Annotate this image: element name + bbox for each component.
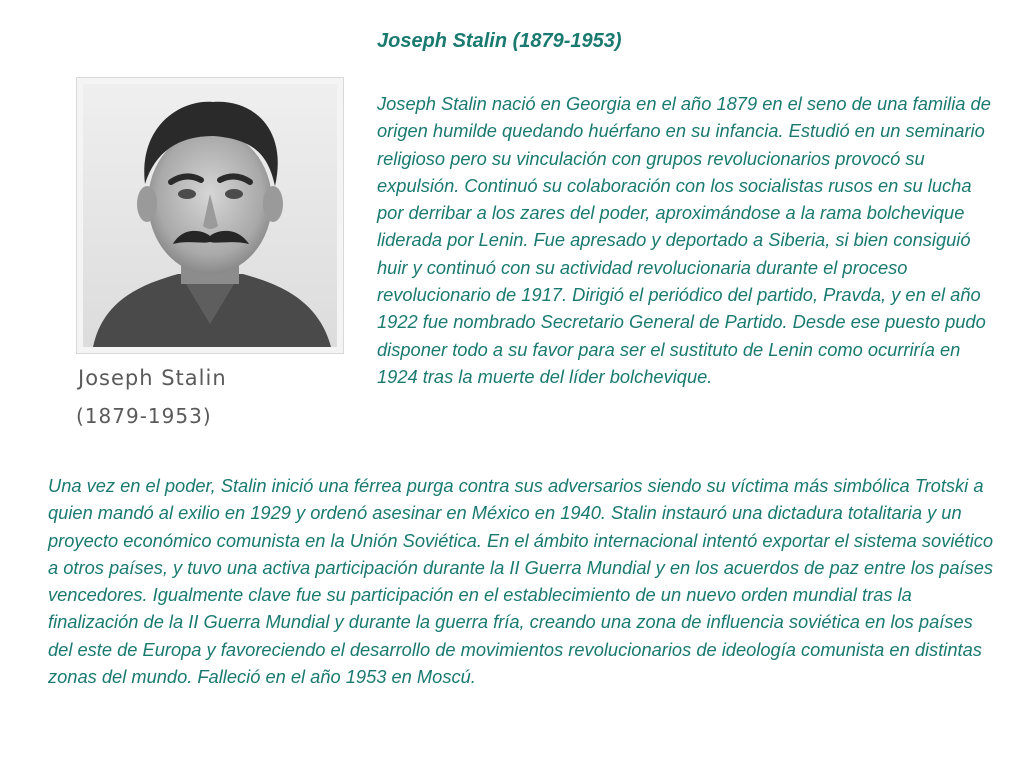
page-title: Joseph Stalin (1879-1953): [377, 30, 622, 52]
portrait-image: [83, 84, 337, 347]
biography-paragraph-2: Una vez en el poder, Stalin inició una férrea purga contra sus adversarios siendo su víctima más simbólica Trotski a quien mandó al exilio en 1929 y ordenó asesinar en México en 1940. Stalin instauró una dictadura totalitaria y un proyecto económico comunista en la Unión Soviética. En el ámbito internacional intentó exportar el sistema soviético a otros países, y tuvo una activa participación durante la II Guerra Mundial y en los acuerdos de paz entre los países vencedores. Igualmente clave fue su participación en el establecimiento de un nuevo orden mundial tras la finalización de la II Guerra Mundial y durante la guerra fría, creando una zona de influencia soviética en los países del este de Europa y favoreciendo el desarrollo de movimientos revolucionarios de ideología comunista en distintas zonas del mundo. Falleció en el año 1953 en Moscú.: [48, 475, 994, 688]
portrait-caption-years: (1879-1953): [76, 404, 212, 428]
biography-paragraph-1: Joseph Stalin nació en Georgia en el año 1879 en el seno de una familia de origen humilde quedando huérfano en su infancia. Estudió en un seminario religioso pero su vinculación con grupos revolucionarios provocó su expulsión. Continuó su colaboración con los socialistas rusos en su lucha por derribar a los zares del poder, aproximándose a la rama bolchevique liderada por Lenin. Fue apresado y deportado a Siberia, si bien consiguió huir y continuó con su actividad revolucionaria durante el proceso revolucionario de 1917. Dirigió el periódico del partido, Pravda, y en el año 1922 fue nombrado Secretario General de Partido. Desde ese puesto pudo disponer todo a su favor para ser el sustituto de Lenin como ocurriría en 1924 tras la muerte del líder bolchevique.: [377, 93, 991, 387]
portrait-caption-name: Joseph Stalin: [78, 366, 227, 390]
portrait-photo: [76, 77, 344, 354]
